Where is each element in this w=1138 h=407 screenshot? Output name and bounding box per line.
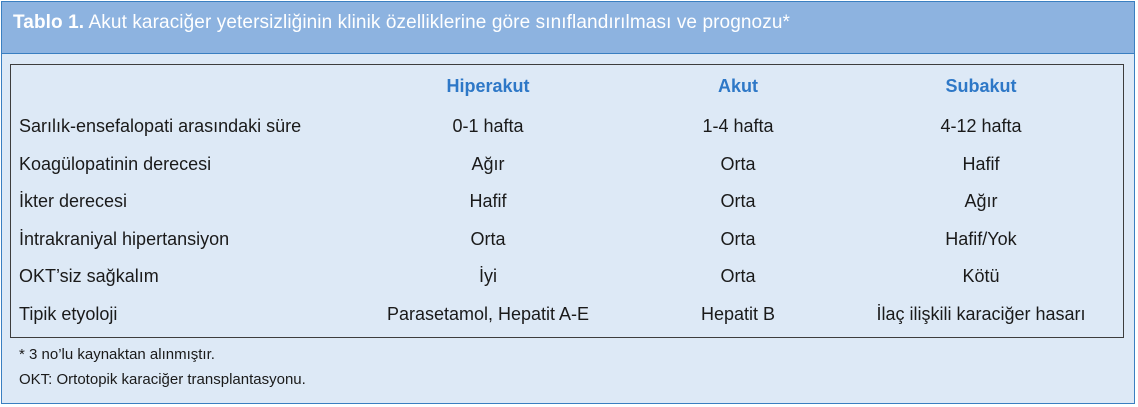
cell-hiperakut: Orta <box>470 228 506 249</box>
cell-hiperakut: Parasetamol, Hepatit A-E <box>386 303 590 324</box>
cell-hiperakut: 0-1 hafta <box>452 116 524 137</box>
row-label: OKT’siz sağkalım <box>19 266 159 287</box>
cell-akut: Hepatit B <box>700 303 776 324</box>
footnote-abbreviation: OKT: Ortotopik karaciğer transplantasyonu. <box>19 371 306 388</box>
row-label: Sarılık-ensefalopati arasındaki süre <box>19 116 302 137</box>
table-row <box>11 258 1123 296</box>
row-label: Tipik etyoloji <box>19 303 118 324</box>
cell-akut: 1-4 hafta <box>702 116 774 137</box>
cell-subakut: Ağır <box>964 191 998 212</box>
cell-hiperakut: Hafif <box>469 191 507 212</box>
cell-subakut: İlaç ilişkili karaciğer hasarı <box>876 303 1086 324</box>
row-label: İntrakraniyal hipertansiyon <box>19 228 230 249</box>
footnotes <box>19 342 306 392</box>
header-subakut: Subakut <box>945 76 1017 96</box>
cell-hiperakut: Ağır <box>471 153 505 174</box>
cell-akut: Orta <box>720 266 756 287</box>
table-row <box>11 146 1123 184</box>
cell-subakut: Hafif <box>962 153 1000 174</box>
table-frame <box>1 1 1135 404</box>
footnote-source: * 3 no’lu kaynaktan alınmıştır. <box>19 346 215 363</box>
table-row <box>11 183 1123 221</box>
cell-hiperakut: İyi <box>479 266 497 287</box>
cell-akut: Orta <box>720 153 756 174</box>
row-label: Koagülopatinin derecesi <box>19 153 212 174</box>
table-title-label: Tablo 1. <box>13 12 85 33</box>
cell-subakut: 4-12 hafta <box>940 116 1022 137</box>
cell-subakut: Kötü <box>962 266 1000 287</box>
cell-akut: Orta <box>720 228 756 249</box>
classification-table <box>11 65 1123 333</box>
table-title <box>2 2 1134 54</box>
table-header-row <box>11 65 1123 108</box>
header-hiperakut: Hiperakut <box>446 76 530 96</box>
cell-subakut: Hafif/Yok <box>945 228 1017 249</box>
table-row <box>11 221 1123 259</box>
table-title-text: Akut karaciğer yetersizliğinin klinik özelliklerine göre sınıflandırılması ve prognozu* <box>88 12 790 33</box>
cell-akut: Orta <box>720 191 756 212</box>
row-label: İkter derecesi <box>19 191 128 212</box>
header-empty <box>11 65 339 108</box>
table-row <box>11 108 1123 146</box>
header-akut: Akut <box>718 76 758 96</box>
table-row <box>11 296 1123 334</box>
data-table-container <box>10 64 1124 338</box>
